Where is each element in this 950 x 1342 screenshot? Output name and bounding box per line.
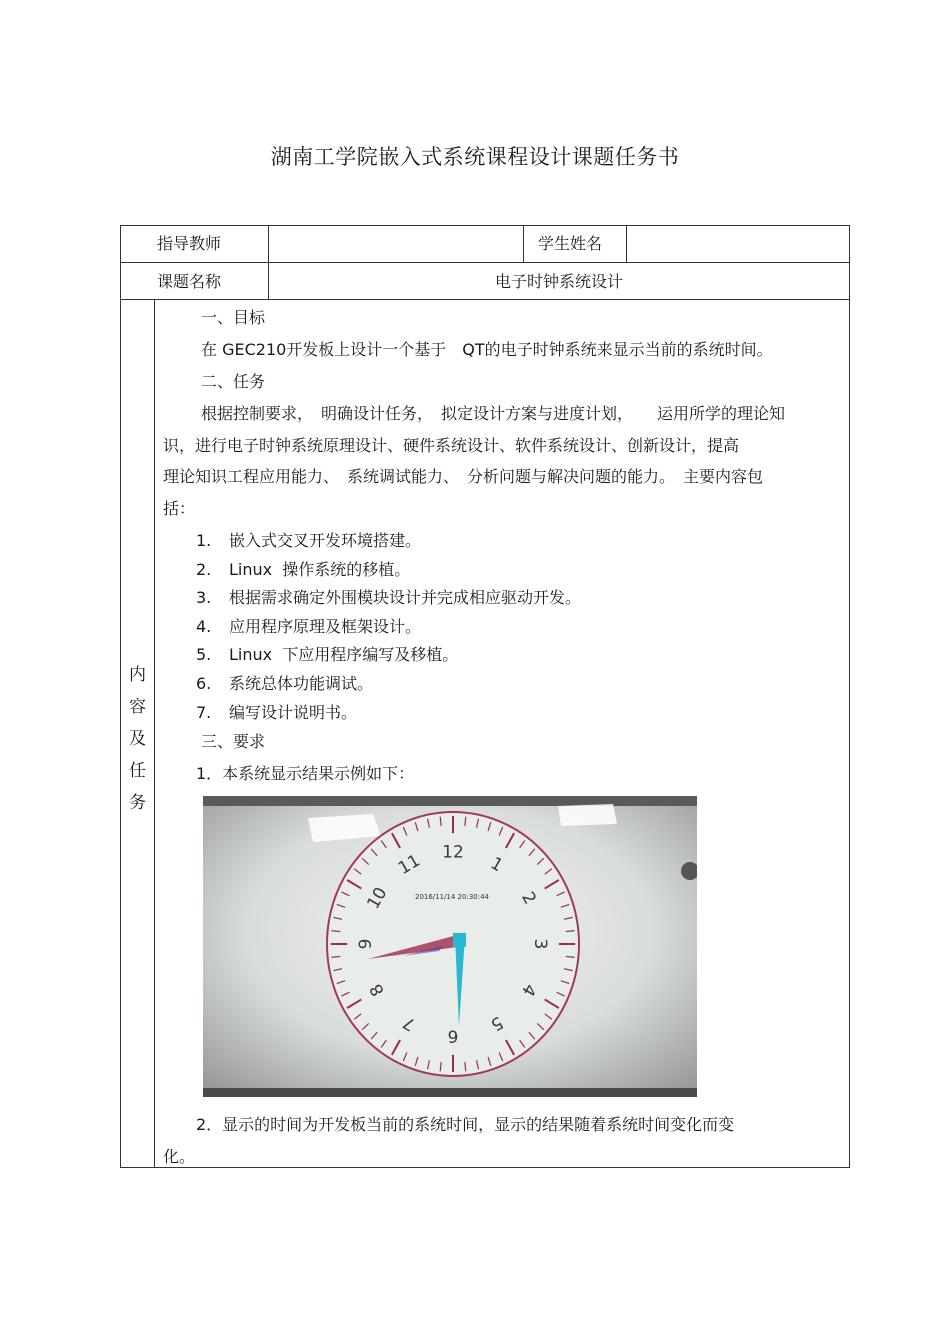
list-item-num: 6. xyxy=(196,674,212,693)
list-item: 系统总体功能调试。 xyxy=(229,674,374,693)
clock-numeral: 7 xyxy=(399,1011,420,1035)
task-line: 括： xyxy=(163,499,196,518)
side-char: 务 xyxy=(129,793,146,813)
list-item-num: 1. xyxy=(196,531,212,550)
clock-photo xyxy=(203,796,697,1097)
list-item-num: 5. xyxy=(196,645,212,664)
clock-numeral: 2 xyxy=(517,888,540,908)
heading-goal: 一、目标 xyxy=(201,308,266,327)
side-char: 及 xyxy=(129,729,146,749)
clock-numeral: 1 xyxy=(486,853,507,877)
clock-numeral: 8 xyxy=(366,980,389,1000)
list-item-num: 3. xyxy=(196,588,212,607)
task-line: 理论知识工程应用能力、 系统调试能力、 分析问题与解决问题的能力。 主要内容包 xyxy=(163,467,764,486)
goal-text: 在 GEC210开发板上设计一个基于 QT的电子时钟系统来显示当前的系统时间。 xyxy=(201,340,773,359)
list-item: 嵌入式交叉开发环境搭建。 xyxy=(229,531,422,550)
clock-numeral: 10 xyxy=(363,883,392,913)
clock-center xyxy=(453,933,466,947)
list-item: 应用程序原理及框架设计。 xyxy=(229,617,422,636)
side-label xyxy=(121,659,154,819)
clock-numeral: 9 xyxy=(355,938,376,950)
col-divider-student xyxy=(523,225,524,263)
heading-requirements: 三、要求 xyxy=(201,732,266,751)
row-divider-2 xyxy=(120,299,850,300)
list-item: Linux 操作系统的移植。 xyxy=(229,560,411,579)
row-divider-1 xyxy=(120,262,850,263)
clock-photo-svg xyxy=(203,796,697,1097)
clock-numeral: 12 xyxy=(442,842,464,863)
side-char: 任 xyxy=(129,761,146,781)
col-divider-student-value xyxy=(626,225,627,263)
requirement-2-line-2: 化。 xyxy=(163,1147,196,1166)
list-item-num: 4. xyxy=(196,617,212,636)
side-char: 内 xyxy=(129,665,146,685)
task-line: 识，进行电子时钟系统原理设计、硬件系统设计、软件系统设计、创新设计，提高 xyxy=(163,436,740,455)
list-item: 根据需求确定外围模块设计并完成相应驱动开发。 xyxy=(229,588,582,607)
list-item-num: 7. xyxy=(196,703,212,722)
requirement-1: 1．本系统显示结果示例如下： xyxy=(196,764,415,783)
task-line: 根据控制要求， 明确设计任务， 拟定设计方案与进度计划， 运用所学的理论知 xyxy=(201,404,786,423)
clock-numeral: 5 xyxy=(486,1011,507,1035)
clock-numeral: 6 xyxy=(447,1025,459,1046)
list-item: Linux 下应用程序编写及移植。 xyxy=(229,645,459,664)
clock-numeral: 3 xyxy=(530,938,551,950)
side-char: 容 xyxy=(129,697,146,717)
topic-label: 课题名称 xyxy=(157,272,222,291)
clock-datetime: 2016/11/14 20:30:44 xyxy=(414,893,490,901)
topic-value: 电子时钟系统设计 xyxy=(494,272,623,291)
heading-task: 二、任务 xyxy=(201,372,266,391)
student-label: 学生姓名 xyxy=(538,234,603,253)
clock-numeral: 4 xyxy=(517,980,540,1000)
list-item: 编写设计说明书。 xyxy=(229,703,358,722)
teacher-label: 指导教师 xyxy=(157,234,222,253)
col-divider-side xyxy=(154,299,155,1168)
requirement-2-line-1: 2．显示的时间为开发板当前的系统时间，显示的结果随着系统时间变化而变 xyxy=(196,1115,735,1134)
document-title: 湖南工学院嵌入式系统课程设计课题任务书 xyxy=(270,145,680,169)
list-item-num: 2. xyxy=(196,560,212,579)
clock-numeral: 11 xyxy=(395,850,424,879)
